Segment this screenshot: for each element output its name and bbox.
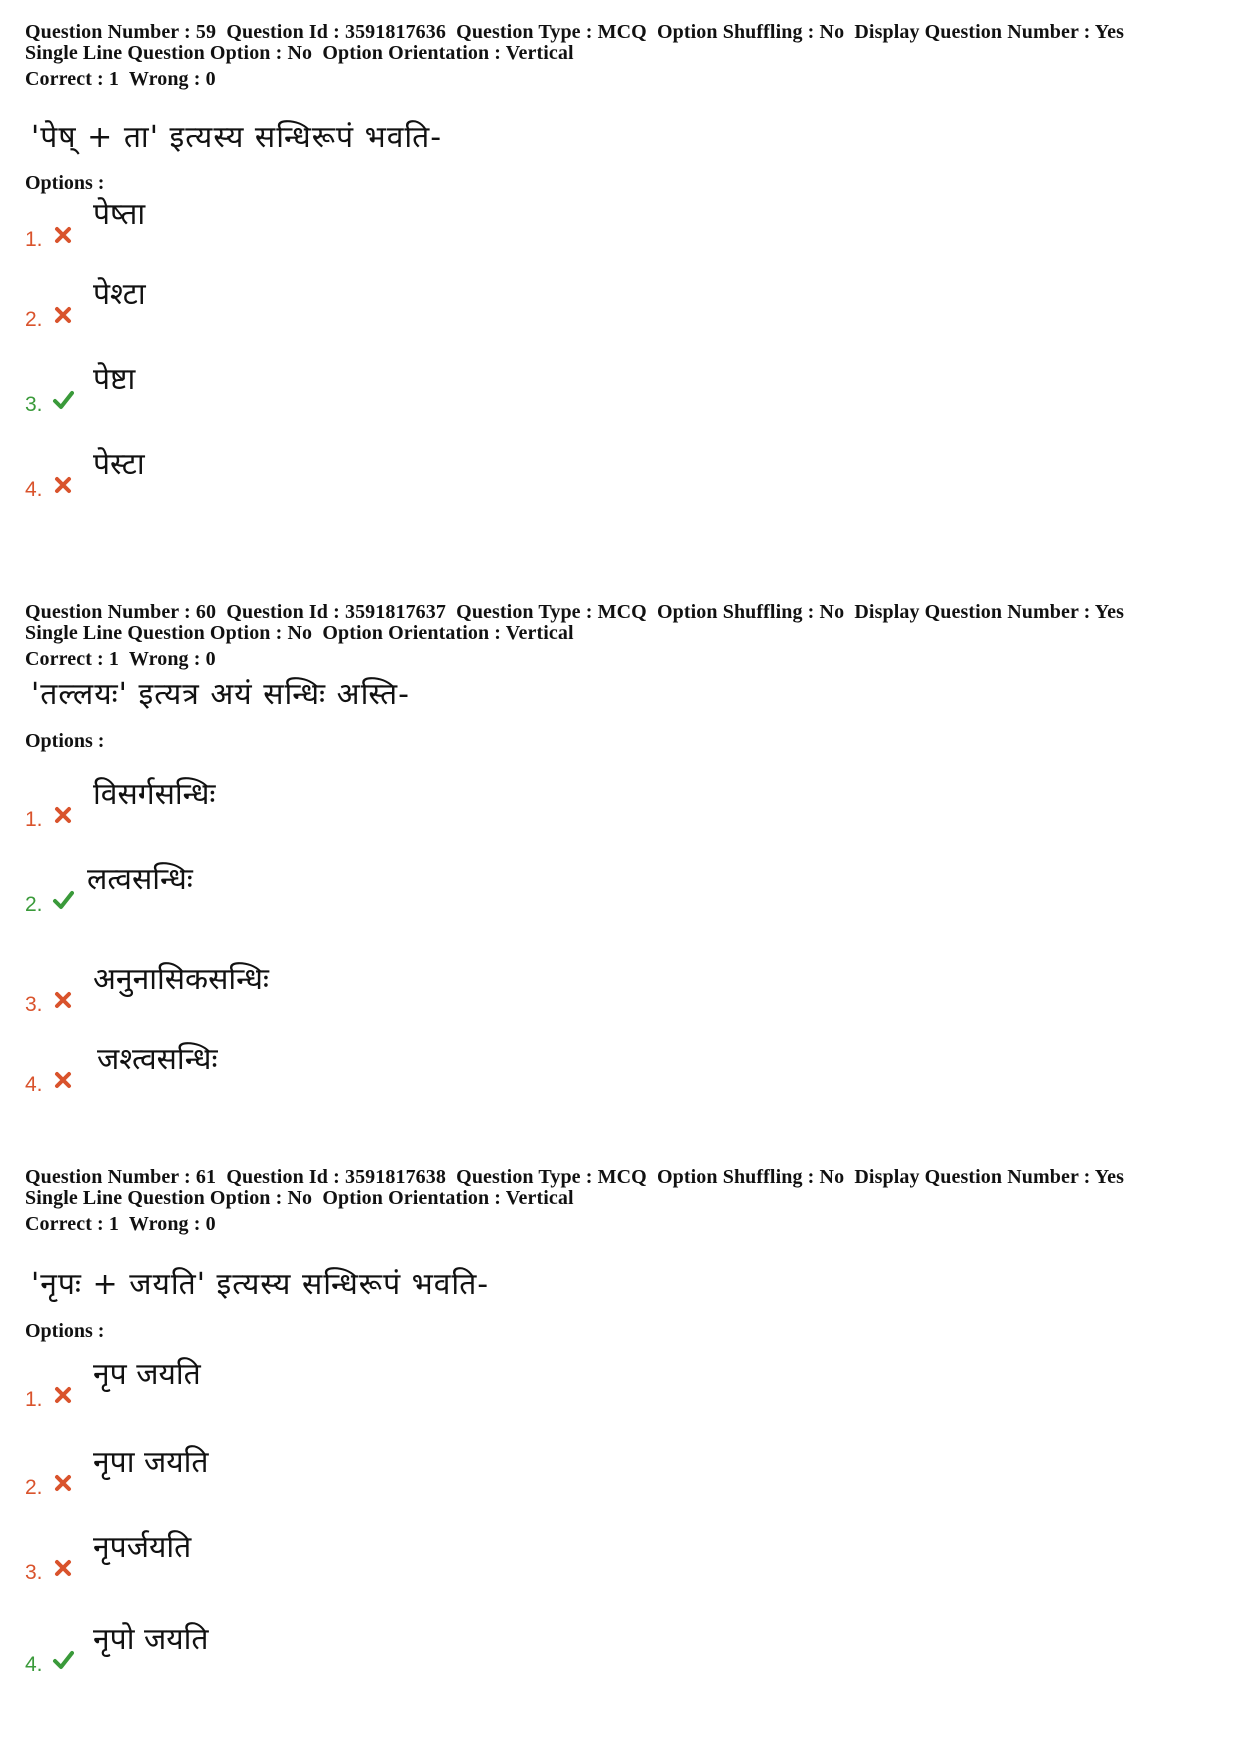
option-number: 3. <box>25 993 43 1016</box>
option-text: अनुनासिकसन्धिः <box>93 962 269 997</box>
question-meta-line-1: Question Number : 60 Question Id : 3591817637 Question Type : MCQ Option Shuffling : No Display Question Number : Yes <box>25 601 1124 623</box>
cross-icon <box>52 1384 74 1406</box>
check-icon <box>52 889 74 911</box>
cross-icon <box>52 804 74 826</box>
marks-line: Correct : 1 Wrong : 0 <box>25 68 216 90</box>
question-text: 'तल्लयः' इत्यत्र अयं सन्धिः अस्ति- <box>31 677 410 712</box>
option-4 <box>25 1037 625 1097</box>
question-meta-line-2: Single Line Question Option : No Option Orientation : Vertical <box>25 1187 574 1209</box>
option-4 <box>25 1617 625 1677</box>
option-number: 2. <box>25 893 43 916</box>
option-1 <box>25 192 625 252</box>
marks-line: Correct : 1 Wrong : 0 <box>25 648 216 670</box>
option-3 <box>25 1525 625 1585</box>
question-meta-line-1: Question Number : 61 Question Id : 3591817638 Question Type : MCQ Option Shuffling : No Display Question Number : Yes <box>25 1166 1124 1188</box>
option-4 <box>25 442 625 502</box>
option-text: लत्वसन्धिः <box>87 862 193 897</box>
cross-icon <box>52 1069 74 1091</box>
option-number: 3. <box>25 1561 43 1584</box>
option-number: 2. <box>25 308 43 331</box>
options-label: Options : <box>25 172 105 194</box>
question-text: 'पेष् + ता' इत्यस्य सन्धिरूपं भवति- <box>31 120 443 155</box>
option-number: 4. <box>25 478 43 501</box>
cross-icon <box>52 989 74 1011</box>
option-text: पेष्टा <box>93 362 136 397</box>
option-number: 4. <box>25 1653 43 1676</box>
check-icon <box>52 1649 74 1671</box>
option-3 <box>25 357 625 417</box>
question-meta-line-1: Question Number : 59 Question Id : 3591817636 Question Type : MCQ Option Shuffling : No Display Question Number : Yes <box>25 21 1124 43</box>
options-label: Options : <box>25 1320 105 1342</box>
option-2 <box>25 857 625 917</box>
question-meta-line-2: Single Line Question Option : No Option Orientation : Vertical <box>25 622 574 644</box>
cross-icon <box>52 1472 74 1494</box>
check-icon <box>52 389 74 411</box>
option-2 <box>25 1440 625 1500</box>
cross-icon <box>52 224 74 246</box>
option-text: पेस्टा <box>93 447 145 482</box>
cross-icon <box>52 474 74 496</box>
option-text: नृपो जयति <box>93 1622 209 1657</box>
option-text: नृपा जयति <box>93 1445 209 1480</box>
question-meta-line-2: Single Line Question Option : No Option Orientation : Vertical <box>25 42 574 64</box>
option-number: 3. <box>25 393 43 416</box>
option-number: 1. <box>25 228 43 251</box>
options-label: Options : <box>25 730 105 752</box>
option-text: जश्त्वसन्धिः <box>97 1042 218 1077</box>
option-1 <box>25 772 625 832</box>
option-text: पेष्ता <box>93 197 146 232</box>
option-text: नृपर्जयति <box>93 1530 192 1565</box>
cross-icon <box>52 1557 74 1579</box>
question-block <box>25 1167 1215 1707</box>
option-1 <box>25 1352 625 1412</box>
question-block <box>25 602 1215 1102</box>
question-text: 'नृपः + जयति' इत्यस्य सन्धिरूपं भवति- <box>31 1267 490 1302</box>
marks-line: Correct : 1 Wrong : 0 <box>25 1213 216 1235</box>
option-number: 1. <box>25 808 43 831</box>
option-2 <box>25 272 625 332</box>
option-text: नृप जयति <box>93 1357 201 1392</box>
option-number: 4. <box>25 1073 43 1096</box>
option-text: पेश्टा <box>93 277 146 312</box>
option-number: 1. <box>25 1388 43 1411</box>
question-block <box>25 22 1215 542</box>
option-text: विसर्गसन्धिः <box>93 777 216 812</box>
cross-icon <box>52 304 74 326</box>
option-number: 2. <box>25 1476 43 1499</box>
option-3 <box>25 957 625 1017</box>
